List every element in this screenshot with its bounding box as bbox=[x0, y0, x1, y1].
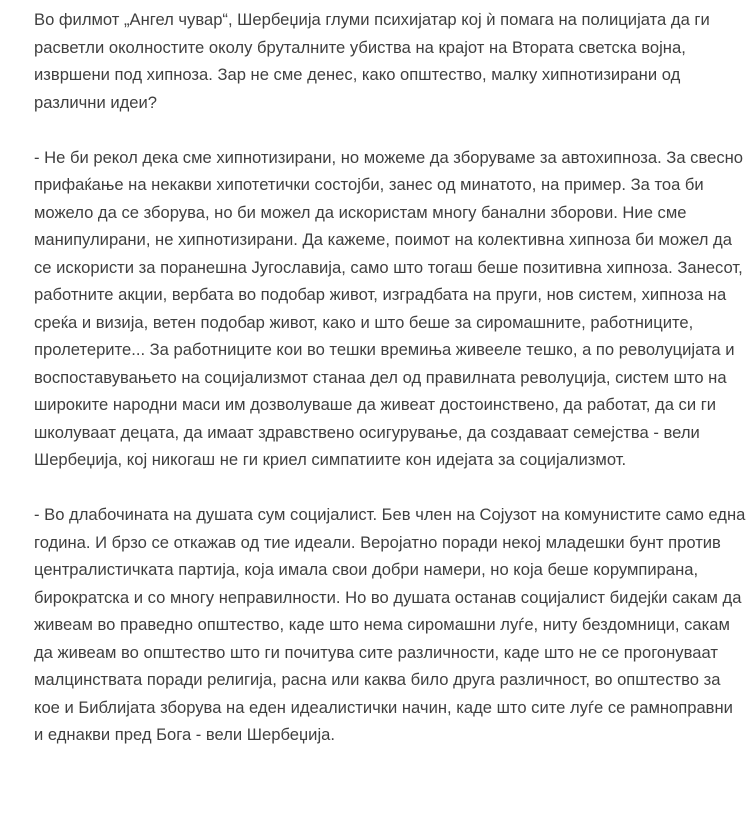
paragraph-answer-socialist: - Во длабочината на душата сум социјалист. Бев член на Сојузот на комунистите само една година. И брзо се откажав од тие идеали. Веројатно поради некој младешки бунт против централистичката партија, која имала свои добри намери, но која беше корумпирана, бирократска и со многу неправилности. Но во душата останав социјалист бидејќи сакам да живеам во праведно општество, каде што нема сиромашни луѓе, ниту бездомници, сакам да живеам во општество што ги почитува сите различности, каде што не се прогонуваат малцинствата поради религија, расна или каква било друга различност, во општество за кое и Библијата зборува на еден идеалистички начин, каде што сите луѓе се рамноправни и еднакви пред Бога - вели Шербеџија. bbox=[34, 505, 746, 744]
paragraph-answer-hypnosis: - Не би рекол дека сме хипнотизирани, но можеме да зборуваме за автохипноза. За свесно прифаќање на некакви хипотетички состојби, занес од минатото, на пример. За тоа би можело да се зборува, но би можел да искористам многу банални зборови. Ние сме манипулирани, не хипнотизирани. Да кажеме, поимот на колективна хипноза би можел да се искористи за поранешна Југославија, само што тогаш беше позитивна хипноза. Занесот, работните акции, вербата во подобар живот, изградбата на пруги, нов систем, хипноза на среќа и визија, ветен подобар живот, како и што беше за сиромашните, работниците, пролетерите... За работниците кои во тешки времиња живееле тешко, а по револуцијата и воспоставувањето на социјализмот станаа дел од правилната револуција, систем што на широките народни маси им дозволуваше да живеат достоинствено, да работат, да си ги школуваат децата, да имаат здравствено осигурување, да создаваат семејства - вели Шербеџија, кој никогаш не ги криел симпатиите кон идејата за социјализмот. bbox=[34, 147, 744, 469]
article-body bbox=[34, 6, 746, 776]
paragraph-intro-question: Во филмот „Ангел чувар“, Шербеџија глуми психијатар кој ѝ помага на полицијата да ги расветли околностите околу бруталните убиства на крајот на Втората светска војна, извршени под хипноза. Зар не сме денес, како општество, малку хипнотизирани од различни идеи? bbox=[34, 10, 710, 112]
